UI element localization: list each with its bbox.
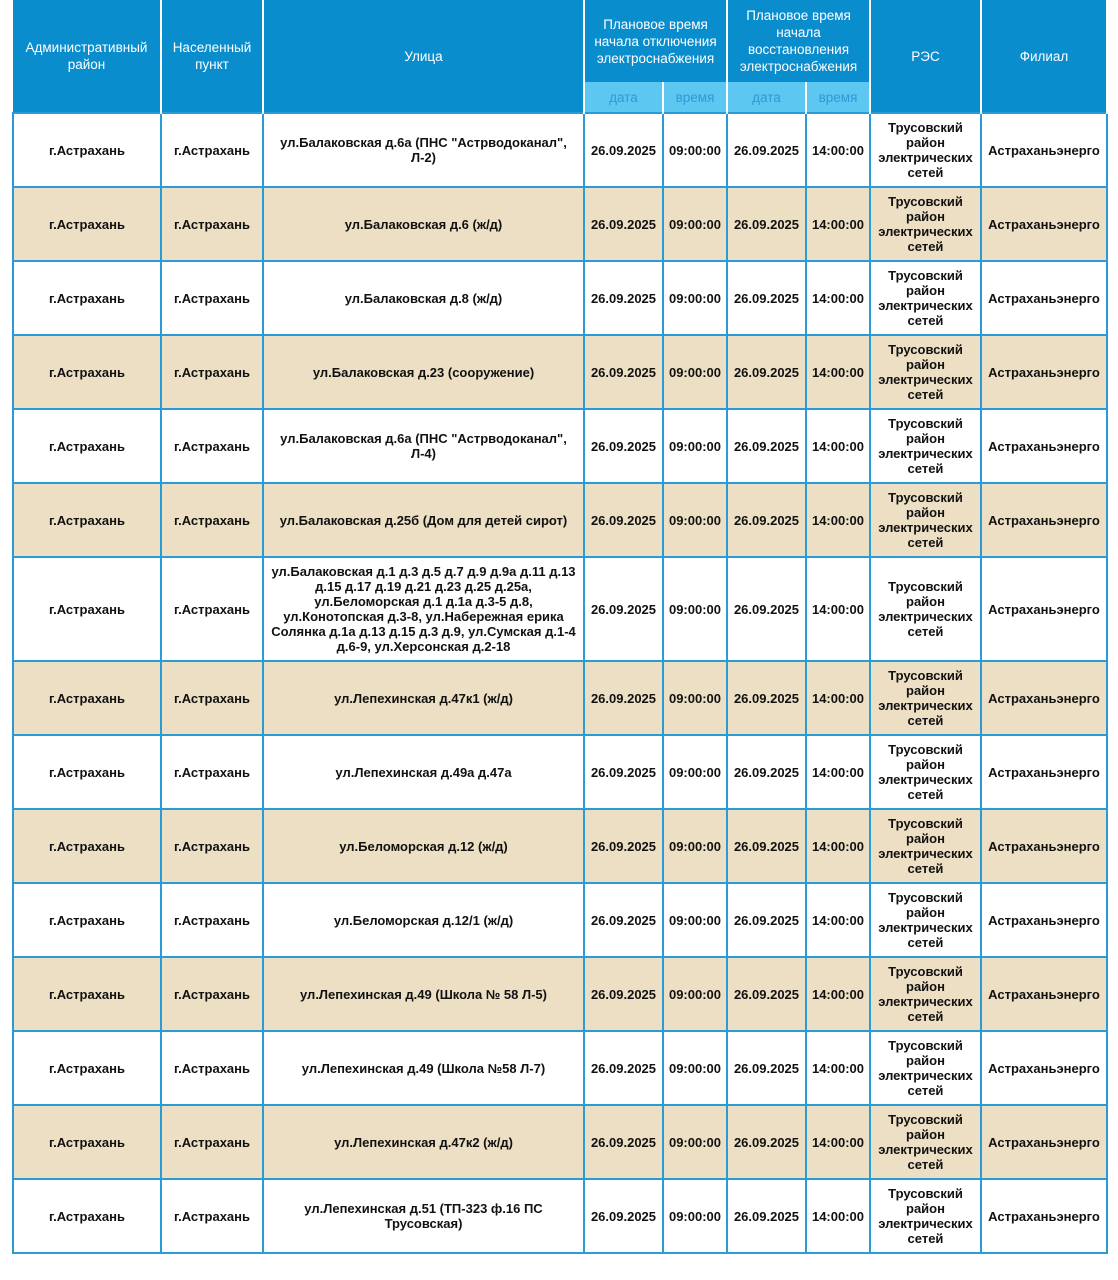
locality-cell: г.Астрахань: [161, 113, 263, 187]
district-cell: г.Астрахань: [13, 957, 161, 1031]
col-on-time: Плановое время начала восстановления электроснабжения: [727, 0, 870, 82]
off-time-cell: 09:00:00: [663, 409, 727, 483]
locality-cell: г.Астрахань: [161, 1179, 263, 1253]
off-time-cell: 09:00:00: [663, 957, 727, 1031]
sub-off-date: дата: [584, 82, 663, 113]
on-date-cell: 26.09.2025: [727, 409, 806, 483]
off-date-cell: 26.09.2025: [584, 187, 663, 261]
on-date-cell: 26.09.2025: [727, 661, 806, 735]
street-cell: ул.Лепехинская д.51 (ТП-323 ф.16 ПС Трусовская): [263, 1179, 584, 1253]
branch-cell: Астраханьэнерго: [981, 557, 1107, 661]
branch-cell: Астраханьэнерго: [981, 187, 1107, 261]
off-time-cell: 09:00:00: [663, 261, 727, 335]
locality-cell: г.Астрахань: [161, 1105, 263, 1179]
off-date-cell: 26.09.2025: [584, 335, 663, 409]
street-cell: ул.Лепехинская д.49 (Школа №58 Л-7): [263, 1031, 584, 1105]
off-time-cell: 09:00:00: [663, 735, 727, 809]
res-cell: Трусовский район электрических сетей: [870, 809, 981, 883]
res-cell: Трусовский район электрических сетей: [870, 735, 981, 809]
off-date-cell: 26.09.2025: [584, 735, 663, 809]
street-cell: ул.Балаковская д.6 (ж/д): [263, 187, 584, 261]
off-date-cell: 26.09.2025: [584, 661, 663, 735]
on-date-cell: 26.09.2025: [727, 883, 806, 957]
table-body: [13, 113, 1107, 1253]
res-cell: Трусовский район электрических сетей: [870, 409, 981, 483]
off-time-cell: 09:00:00: [663, 809, 727, 883]
res-cell: Трусовский район электрических сетей: [870, 957, 981, 1031]
on-date-cell: 26.09.2025: [727, 261, 806, 335]
district-cell: г.Астрахань: [13, 1031, 161, 1105]
on-time-cell: 14:00:00: [806, 335, 870, 409]
table-row: [13, 1105, 1107, 1179]
locality-cell: г.Астрахань: [161, 335, 263, 409]
street-cell: ул.Балаковская д.6а (ПНС "Астрводоканал", Л-2): [263, 113, 584, 187]
street-cell: ул.Беломорская д.12/1 (ж/д): [263, 883, 584, 957]
col-off-time: Плановое время начала отключения электроснабжения: [584, 0, 727, 82]
branch-cell: Астраханьэнерго: [981, 1105, 1107, 1179]
col-branch: Филиал: [981, 0, 1107, 113]
table-row: [13, 661, 1107, 735]
off-date-cell: 26.09.2025: [584, 1179, 663, 1253]
col-street: Улица: [263, 0, 584, 113]
off-time-cell: 09:00:00: [663, 1031, 727, 1105]
off-date-cell: 26.09.2025: [584, 261, 663, 335]
off-date-cell: 26.09.2025: [584, 409, 663, 483]
district-cell: г.Астрахань: [13, 261, 161, 335]
on-time-cell: 14:00:00: [806, 1031, 870, 1105]
res-cell: Трусовский район электрических сетей: [870, 113, 981, 187]
res-cell: Трусовский район электрических сетей: [870, 1031, 981, 1105]
off-date-cell: 26.09.2025: [584, 1031, 663, 1105]
branch-cell: Астраханьэнерго: [981, 735, 1107, 809]
off-date-cell: 26.09.2025: [584, 957, 663, 1031]
locality-cell: г.Астрахань: [161, 661, 263, 735]
off-time-cell: 09:00:00: [663, 483, 727, 557]
table-row: [13, 809, 1107, 883]
res-cell: Трусовский район электрических сетей: [870, 883, 981, 957]
on-time-cell: 14:00:00: [806, 261, 870, 335]
res-cell: Трусовский район электрических сетей: [870, 187, 981, 261]
branch-cell: Астраханьэнерго: [981, 809, 1107, 883]
branch-cell: Астраханьэнерго: [981, 661, 1107, 735]
district-cell: г.Астрахань: [13, 187, 161, 261]
sub-off-time: время: [663, 82, 727, 113]
branch-cell: Астраханьэнерго: [981, 483, 1107, 557]
district-cell: г.Астрахань: [13, 809, 161, 883]
on-date-cell: 26.09.2025: [727, 957, 806, 1031]
off-date-cell: 26.09.2025: [584, 483, 663, 557]
locality-cell: г.Астрахань: [161, 809, 263, 883]
table-row: [13, 113, 1107, 187]
on-date-cell: 26.09.2025: [727, 735, 806, 809]
table-row: [13, 957, 1107, 1031]
on-time-cell: 14:00:00: [806, 409, 870, 483]
district-cell: г.Астрахань: [13, 557, 161, 661]
branch-cell: Астраханьэнерго: [981, 1179, 1107, 1253]
locality-cell: г.Астрахань: [161, 883, 263, 957]
off-date-cell: 26.09.2025: [584, 557, 663, 661]
street-cell: ул.Балаковская д.23 (сооружение): [263, 335, 584, 409]
off-time-cell: 09:00:00: [663, 113, 727, 187]
col-res: РЭС: [870, 0, 981, 113]
off-time-cell: 09:00:00: [663, 335, 727, 409]
table-row: [13, 735, 1107, 809]
branch-cell: Астраханьэнерго: [981, 957, 1107, 1031]
on-time-cell: 14:00:00: [806, 1179, 870, 1253]
on-date-cell: 26.09.2025: [727, 1179, 806, 1253]
locality-cell: г.Астрахань: [161, 483, 263, 557]
street-cell: ул.Лепехинская д.49а д.47а: [263, 735, 584, 809]
street-cell: ул.Лепехинская д.49 (Школа № 58 Л-5): [263, 957, 584, 1031]
on-time-cell: 14:00:00: [806, 557, 870, 661]
street-cell: ул.Лепехинская д.47к1 (ж/д): [263, 661, 584, 735]
street-cell: ул.Балаковская д.1 д.3 д.5 д.7 д.9 д.9а д.11 д.13 д.15 д.17 д.19 д.21 д.23 д.25 д.25а, ул.Беломорская д.1 д.1а д.3-5 д.8, ул.Конотопская д.3-8, ул.Набережная ерика Солянка д.1а д.13 д.15 д.3 д.9, ул.Сумская д.1-4 д.6-9, ул.Херсонская д.2-18: [263, 557, 584, 661]
on-date-cell: 26.09.2025: [727, 335, 806, 409]
district-cell: г.Астрахань: [13, 113, 161, 187]
locality-cell: г.Астрахань: [161, 409, 263, 483]
res-cell: Трусовский район электрических сетей: [870, 335, 981, 409]
table-row: [13, 883, 1107, 957]
locality-cell: г.Астрахань: [161, 1031, 263, 1105]
table-row: [13, 557, 1107, 661]
district-cell: г.Астрахань: [13, 335, 161, 409]
col-admin-district: Административный район: [13, 0, 161, 113]
on-time-cell: 14:00:00: [806, 113, 870, 187]
district-cell: г.Астрахань: [13, 661, 161, 735]
table-row: [13, 409, 1107, 483]
on-time-cell: 14:00:00: [806, 735, 870, 809]
res-cell: Трусовский район электрических сетей: [870, 261, 981, 335]
off-date-cell: 26.09.2025: [584, 113, 663, 187]
res-cell: Трусовский район электрических сетей: [870, 661, 981, 735]
res-cell: Трусовский район электрических сетей: [870, 557, 981, 661]
district-cell: г.Астрахань: [13, 483, 161, 557]
on-time-cell: 14:00:00: [806, 483, 870, 557]
sub-on-date: дата: [727, 82, 806, 113]
off-time-cell: 09:00:00: [663, 1179, 727, 1253]
table-row: [13, 1179, 1107, 1253]
on-date-cell: 26.09.2025: [727, 1031, 806, 1105]
outage-schedule-table: [12, 0, 1108, 1254]
district-cell: г.Астрахань: [13, 735, 161, 809]
street-cell: ул.Балаковская д.25б (Дом для детей сирот): [263, 483, 584, 557]
street-cell: ул.Лепехинская д.47к2 (ж/д): [263, 1105, 584, 1179]
off-date-cell: 26.09.2025: [584, 1105, 663, 1179]
locality-cell: г.Астрахань: [161, 735, 263, 809]
off-time-cell: 09:00:00: [663, 557, 727, 661]
locality-cell: г.Астрахань: [161, 557, 263, 661]
off-date-cell: 26.09.2025: [584, 809, 663, 883]
table-row: [13, 335, 1107, 409]
on-time-cell: 14:00:00: [806, 883, 870, 957]
on-date-cell: 26.09.2025: [727, 557, 806, 661]
street-cell: ул.Балаковская д.6а (ПНС "Астрводоканал", Л-4): [263, 409, 584, 483]
res-cell: Трусовский район электрических сетей: [870, 1105, 981, 1179]
off-time-cell: 09:00:00: [663, 1105, 727, 1179]
locality-cell: г.Астрахань: [161, 957, 263, 1031]
on-date-cell: 26.09.2025: [727, 187, 806, 261]
branch-cell: Астраханьэнерго: [981, 1031, 1107, 1105]
on-time-cell: 14:00:00: [806, 661, 870, 735]
street-cell: ул.Балаковская д.8 (ж/д): [263, 261, 584, 335]
off-time-cell: 09:00:00: [663, 883, 727, 957]
on-time-cell: 14:00:00: [806, 1105, 870, 1179]
sub-on-time: время: [806, 82, 870, 113]
off-date-cell: 26.09.2025: [584, 883, 663, 957]
locality-cell: г.Астрахань: [161, 261, 263, 335]
res-cell: Трусовский район электрических сетей: [870, 1179, 981, 1253]
table-row: [13, 187, 1107, 261]
on-date-cell: 26.09.2025: [727, 1105, 806, 1179]
on-date-cell: 26.09.2025: [727, 809, 806, 883]
street-cell: ул.Беломорская д.12 (ж/д): [263, 809, 584, 883]
on-date-cell: 26.09.2025: [727, 483, 806, 557]
off-time-cell: 09:00:00: [663, 187, 727, 261]
district-cell: г.Астрахань: [13, 409, 161, 483]
table-row: [13, 261, 1107, 335]
branch-cell: Астраханьэнерго: [981, 409, 1107, 483]
district-cell: г.Астрахань: [13, 1179, 161, 1253]
branch-cell: Астраханьэнерго: [981, 113, 1107, 187]
district-cell: г.Астрахань: [13, 1105, 161, 1179]
on-date-cell: 26.09.2025: [727, 113, 806, 187]
res-cell: Трусовский район электрических сетей: [870, 483, 981, 557]
branch-cell: Астраханьэнерго: [981, 883, 1107, 957]
on-time-cell: 14:00:00: [806, 187, 870, 261]
branch-cell: Астраханьэнерго: [981, 261, 1107, 335]
district-cell: г.Астрахань: [13, 883, 161, 957]
locality-cell: г.Астрахань: [161, 187, 263, 261]
off-time-cell: 09:00:00: [663, 661, 727, 735]
on-time-cell: 14:00:00: [806, 957, 870, 1031]
header-row: [13, 0, 1107, 82]
table-row: [13, 483, 1107, 557]
on-time-cell: 14:00:00: [806, 809, 870, 883]
branch-cell: Астраханьэнерго: [981, 335, 1107, 409]
table-row: [13, 1031, 1107, 1105]
col-locality: Населенный пункт: [161, 0, 263, 113]
